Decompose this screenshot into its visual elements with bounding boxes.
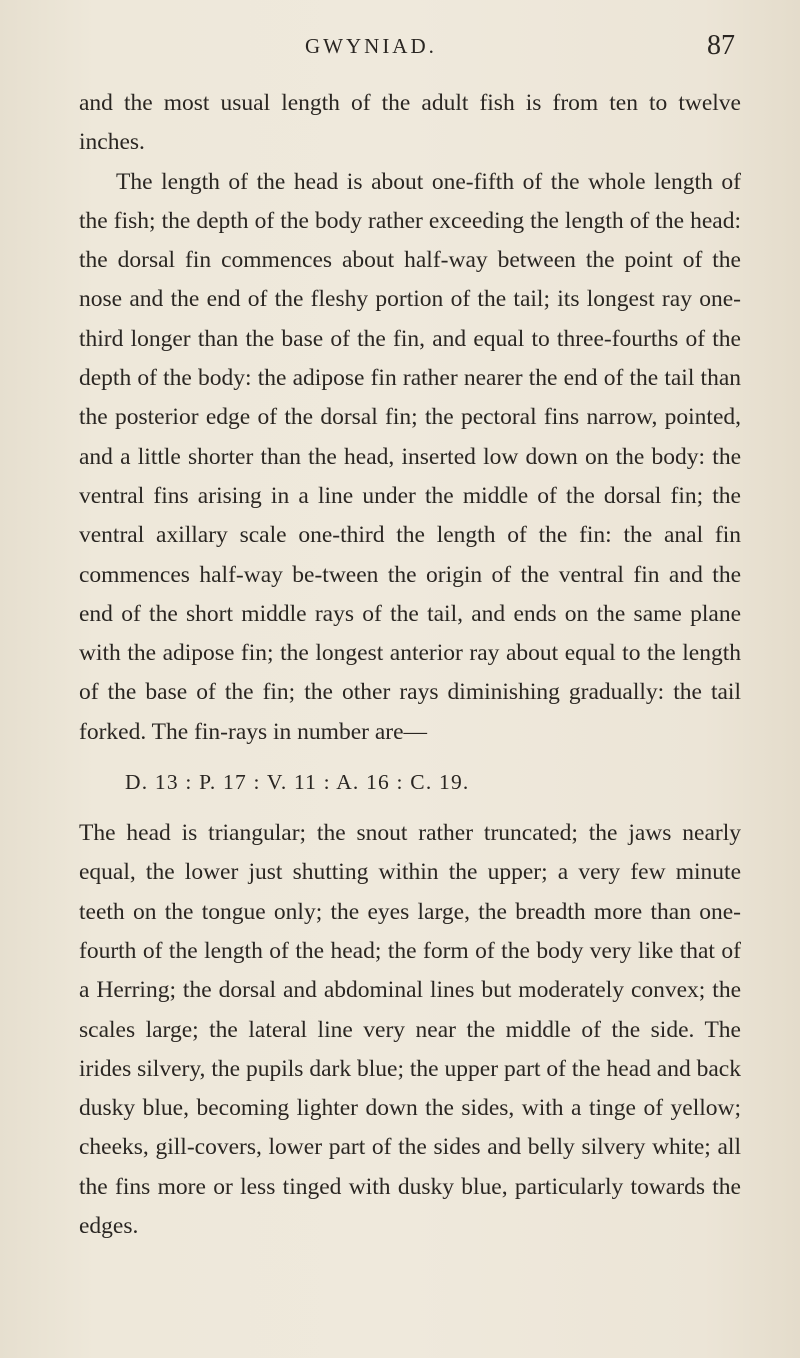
- fin-ray-formula: D. 13 : P. 17 : V. 11 : A. 16 : C. 19.: [125, 770, 470, 795]
- running-head: [0, 30, 800, 70]
- paragraph-continuation: and the most usual length of the adult fish is from ten to twelve inches.: [79, 90, 741, 156]
- paragraph-fin-description: The length of the head is about one-fifth of the whole length of the fish; the depth of the body rather exceeding the length of the head: the dorsal fin commences about half-way between the point of the nose and the end of the fleshy portion of the tail; its longest ray one-third longer than the base of the fin, and equal to three-fourths of the depth of the body: the adipose fin rather nearer the end of the tail than the posterior edge of the dorsal fin; the pectoral fins narrow, pointed, and a little shorter than the head, inserted low down on the body: the ventral fins arising in a line under the middle of the dorsal fin; the ventral axillary scale one-third the length of the fin: the anal fin commences half-way be-tween the origin of the ventral fin and the end of the short middle rays of the tail, and ends on the same plane with the adipose fin; the longest anterior ray about equal to the length of the base of the fin; the other rays diminishing gradually: the tail forked. The fin-rays in number are—: [79, 168, 741, 745]
- body-text: [79, 84, 741, 1246]
- page-number: 87: [707, 30, 735, 61]
- running-title: GWYNIAD.: [305, 34, 437, 58]
- paragraph-head-description: The head is triangular; the snout rather truncated; the jaws nearly equal, the lower just shutting within the upper; a very few minute teeth on the tongue only; the eyes large, the breadth more than one-fourth of the length of the head; the form of the body very like that of a Herring; the dorsal and abdominal lines but moderately convex; the scales large; the lateral line very near the middle of the side. The irides silvery, the pupils dark blue; the upper part of the head and back dusky blue, becoming lighter down the sides, with a tinge of yellow; cheeks, gill-covers, lower part of the sides and belly silvery white; all the fins more or less tinged with dusky blue, particularly towards the edges.: [79, 820, 741, 1240]
